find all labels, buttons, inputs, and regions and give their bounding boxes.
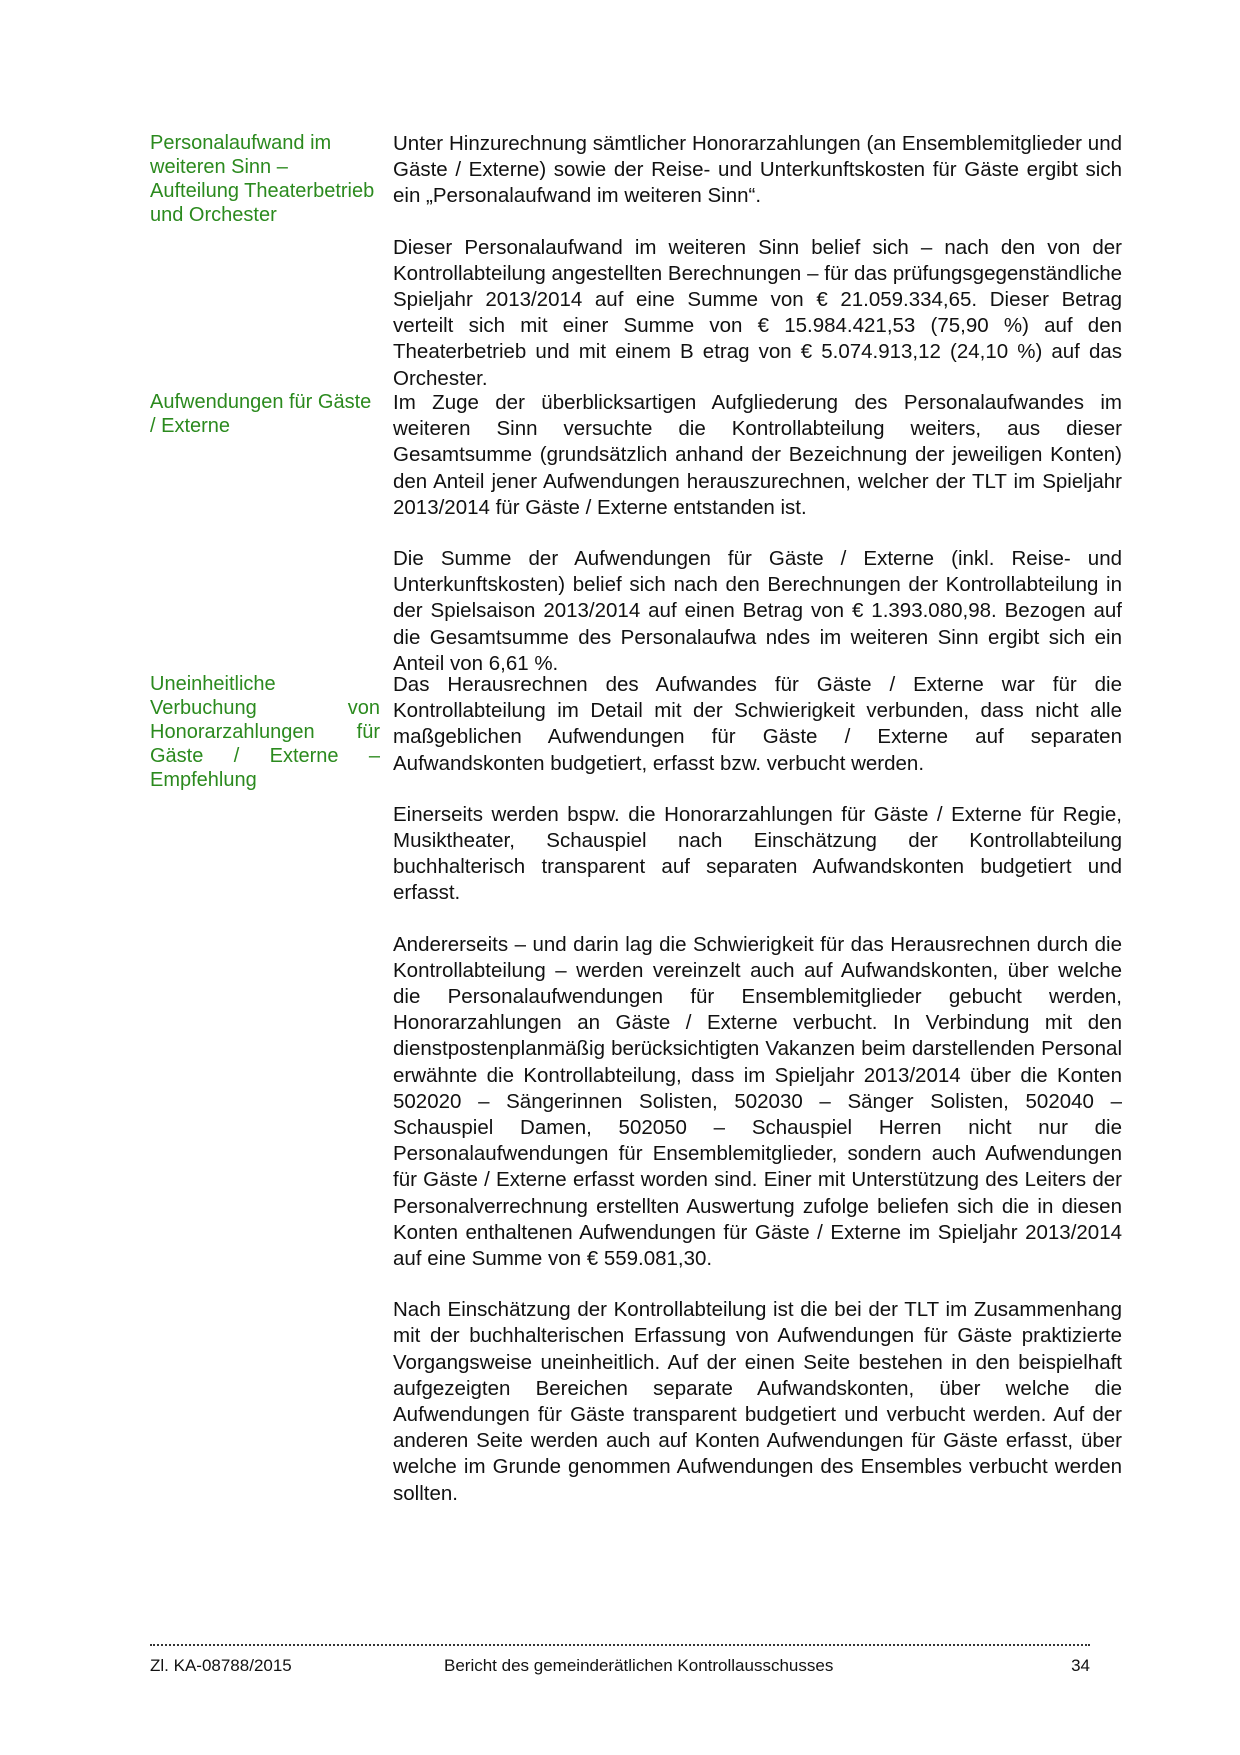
paragraph: Dieser Personalaufwand im weiteren Sinn belief sich – nach den von der Kontrollabteilung angestellten Berechnungen – für das prüfungsgegenständliche Spieljahr 2013/2014 auf eine Summe von € 21.059.334,65. Dieser Betrag verteilt sich mit einer Summe von € 15.984.421,53 (75,90 %) auf den Theaterbetrieb und mit einem B etrag von € 5.074.913,12 (24,10 %) auf das Orchester. (393, 235, 1122, 390)
paragraph: Das Herausrechnen des Aufwandes für Gäste / Externe war für die Kontrollabteilung im Detail mit der Schwierigkeit verbunden, dass nicht alle maßgeblichen Aufwendungen für Gäste / Externe auf separaten Aufwandskonten budgetiert, erfasst bzw. verbucht werden. (393, 673, 1122, 775)
paragraph: Nach Einschätzung der Kontrollabteilung ist die bei der TLT im Zusammenhang mit der buchhalterischen Erfassung von Aufwendungen für Gäste praktizierte Vorgangsweise uneinheitlich. Auf der einen Seite bestehen in den beispielhaft aufgezeigten Bereichen separate Aufwandskonten, über welche die Aufwendungen für Gäste transparent budgetiert und verbucht werden. Auf der anderen Seite werden auch auf Konten Aufwendungen für Gäste erfasst, über welche im Grunde genommen Aufwendungen des Ensembles verbucht werden sollten. (393, 1298, 1122, 1505)
margin-note-personalaufwand: Personalaufwand im weiteren Sinn – Aufteilung Theaterbetrieb und Orchester (150, 132, 375, 226)
page-footer (150, 1655, 1090, 1679)
paragraph: Im Zuge der überblicksartigen Aufgliederung des Personalaufwandes im weiteren Sinn versuchte die Kontrollabteilung weiters, aus dieser Gesamtsumme (grundsätzlich anhand der Bezeichnung der jeweiligen Konten) den Anteil jener Aufwendungen herauszurechnen, welcher der TLT im Spieljahr 2013/2014 für Gäste / Externe entstanden ist. (393, 391, 1122, 519)
page-number: 34 (1071, 1656, 1090, 1675)
footer-reference: Zl. KA-08788/2015 (150, 1656, 292, 1675)
paragraph: Andererseits – und darin lag die Schwierigkeit für das Herausrechnen durch die Kontrollabteilung – werden vereinzelt auch auf Aufwandskonten, über welche die Personalaufwendungen für Ensemblemitglieder gebucht werden, Honorarzahlungen an Gäste / Externe verbucht. In Verbindung mit den dienstpostenplanmäßig berücksichtigten Vakanzen beim darstellenden Personal erwähnte die Kontrollabteilung, dass im Spieljahr 2013/2014 über die Konten 502020 – Sängerinnen Solisten, 502030 – Sänger Solisten, 502040 – Schauspiel Damen, 502050 – Schauspiel Herren nicht nur die Personalaufwendungen für Ensemblemitglieder, sondern auch Aufwendungen für Gäste / Externe erfasst worden sind. Einer mit Unterstützung des Leiters der Personalverrechnung erstellten Auswertung zufolge beliefen sich die in diesen Konten enthaltenen Aufwendungen für Gäste / Externe im Spieljahr 2013/2014 auf eine Summe von € 559.081,30. (393, 932, 1122, 1271)
footer-title: Bericht des gemeinderätlichen Kontrollausschusses (444, 1656, 834, 1675)
section-body (393, 131, 1122, 392)
paragraph: Einerseits werden bspw. die Honorarzahlungen für Gäste / Externe für Regie, Musiktheater, Schauspiel nach Einschätzung der Kontrollabteilung buchhalterisch transparent auf separaten Aufwandskonten budgetiert und erfasst. (393, 802, 1122, 905)
margin-note-aufwendungen-gaeste: Aufwendungen für Gäste / Externe (150, 391, 372, 437)
margin-note-uneinheitliche-verbuchung: Uneinheitliche Verbuchung von Honorarzahlungen für Gäste / Externe – Empfehlung (150, 673, 380, 791)
footer-divider (150, 1644, 1090, 1646)
paragraph: Die Summe der Aufwendungen für Gäste / Externe (inkl. Reise- und Unterkunftskosten) belief sich nach den Berechnungen der Kontrollabteilung in der Spielsaison 2013/2014 auf einen Betrag von € 1.393.080,98. Bezogen auf die Gesamtsumme des Personalaufwa ndes im weiteren Sinn ergibt sich ein Anteil von 6,61 %. (393, 547, 1122, 675)
paragraph: Unter Hinzurechnung sämtlicher Honorarzahlungen (an Ensemblemitglieder und Gäste / Externe) sowie der Reise- und Unterkunftskosten für Gäste ergibt sich ein „Personalaufwand im weiteren Sinn“. (393, 132, 1122, 208)
section-body (393, 390, 1122, 677)
section-body (393, 672, 1122, 1507)
